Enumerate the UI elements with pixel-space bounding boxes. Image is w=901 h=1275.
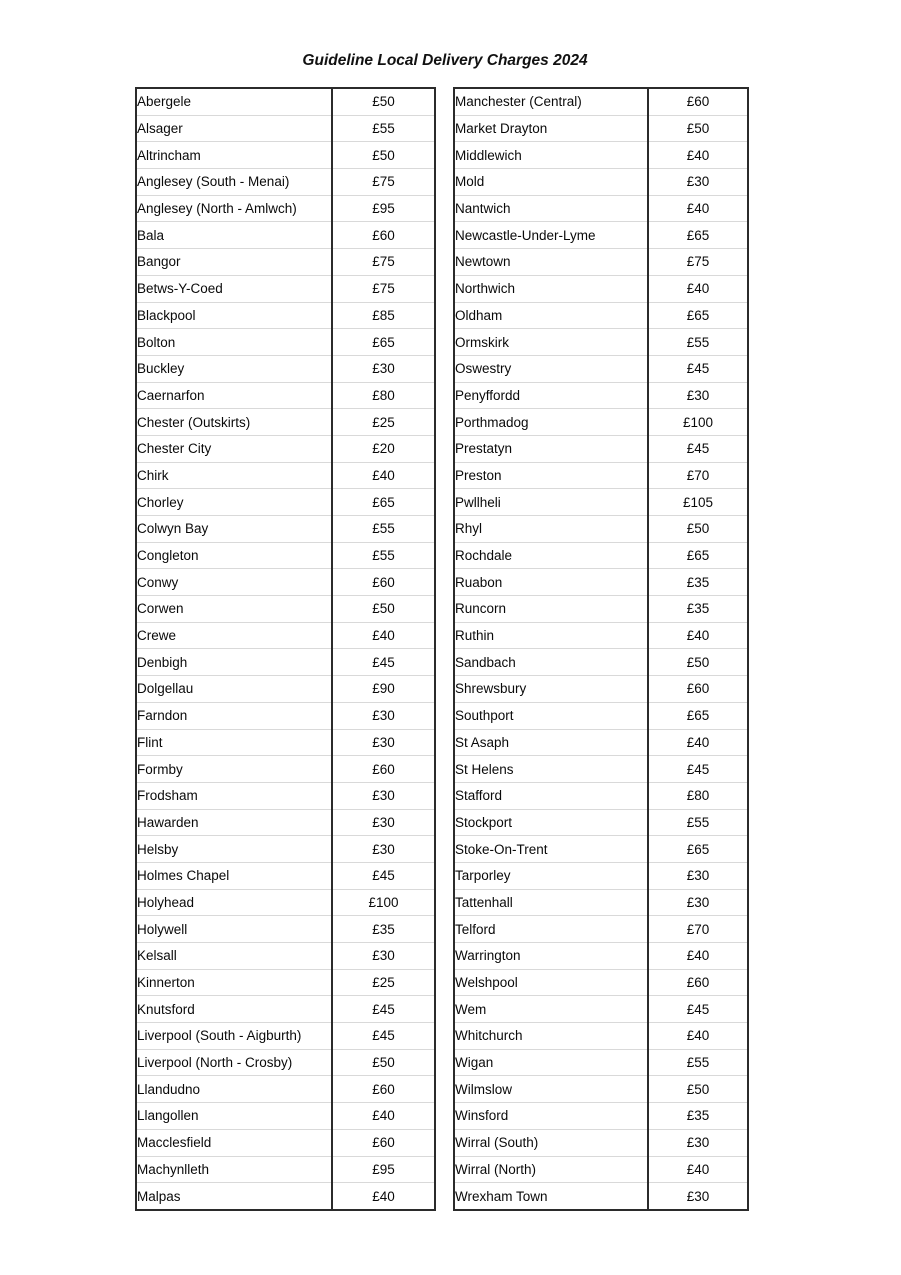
place-cell: Dolgellau <box>136 676 332 703</box>
table-row <box>136 1049 435 1076</box>
table-row <box>136 1129 435 1156</box>
place-cell: Northwich <box>454 275 648 302</box>
place-cell: Chorley <box>136 489 332 516</box>
table-row <box>136 676 435 703</box>
place-cell: Porthmadog <box>454 409 648 436</box>
place-cell: Hawarden <box>136 809 332 836</box>
table-row <box>136 329 435 356</box>
table-row <box>136 169 435 196</box>
place-cell: Bala <box>136 222 332 249</box>
charge-cell: £100 <box>332 889 435 916</box>
table-row <box>454 649 748 676</box>
charge-cell: £30 <box>332 729 435 756</box>
table-row <box>454 676 748 703</box>
place-cell: Tarporley <box>454 862 648 889</box>
place-cell: Formby <box>136 756 332 783</box>
table-row <box>136 489 435 516</box>
charge-cell: £75 <box>332 249 435 276</box>
table-row <box>454 809 748 836</box>
charge-cell: £30 <box>648 169 748 196</box>
table-row <box>454 88 748 115</box>
table-row <box>454 409 748 436</box>
charge-cell: £40 <box>648 275 748 302</box>
charge-cell: £40 <box>648 195 748 222</box>
place-cell: Abergele <box>137 94 192 110</box>
charge-cell: £30 <box>332 782 435 809</box>
table-row <box>136 1023 435 1050</box>
charge-cell: £65 <box>648 302 748 329</box>
place-cell: Macclesfield <box>136 1129 332 1156</box>
table-row <box>454 275 748 302</box>
charge-cell: £45 <box>332 1023 435 1050</box>
place-cell: Rochdale <box>454 542 648 569</box>
table-row <box>136 435 435 462</box>
charge-cell: £85 <box>332 302 435 329</box>
place-cell: Wirral (South) <box>454 1129 648 1156</box>
table-row <box>136 516 435 543</box>
place-cell: St Asaph <box>454 729 648 756</box>
table-row <box>136 729 435 756</box>
table-row <box>136 569 435 596</box>
place-cell: Buckley <box>136 355 332 382</box>
charge-cell: £25 <box>332 409 435 436</box>
place-cell: Holmes Chapel <box>136 862 332 889</box>
place-cell: Wirral (North) <box>454 1156 648 1183</box>
charge-cell: £75 <box>332 169 435 196</box>
place-cell: Knutsford <box>136 996 332 1023</box>
place-cell: Conwy <box>136 569 332 596</box>
tables-container <box>135 87 749 1211</box>
charge-cell: £45 <box>648 756 748 783</box>
table-row <box>136 142 435 169</box>
charge-cell: £45 <box>332 862 435 889</box>
place-cell: Colwyn Bay <box>136 516 332 543</box>
table-row <box>454 1183 748 1210</box>
table-row <box>136 809 435 836</box>
place-cell: Machynlleth <box>136 1156 332 1183</box>
charge-cell: £60 <box>332 569 435 596</box>
place-cell: Preston <box>454 462 648 489</box>
charge-cell: £50 <box>332 596 435 623</box>
table-row <box>454 969 748 996</box>
place-cell: Malpas <box>136 1183 332 1210</box>
charge-cell: £50 <box>648 115 748 142</box>
charge-cell: £95 <box>332 195 435 222</box>
table-row <box>136 88 435 115</box>
charge-cell: £80 <box>332 382 435 409</box>
place-cell: Ruabon <box>454 569 648 596</box>
table-row <box>454 1156 748 1183</box>
place-cell: Wem <box>454 996 648 1023</box>
table-row <box>454 569 748 596</box>
place-cell: Farndon <box>136 702 332 729</box>
charge-cell: £50 <box>648 649 748 676</box>
place-cell: Corwen <box>136 596 332 623</box>
table-row <box>136 195 435 222</box>
charge-cell: £60 <box>332 756 435 783</box>
place-cell: Bangor <box>136 249 332 276</box>
place-cell: Warrington <box>454 943 648 970</box>
table-row <box>454 329 748 356</box>
table-row <box>136 996 435 1023</box>
table-row <box>136 542 435 569</box>
table-row <box>454 1129 748 1156</box>
charge-cell: £75 <box>332 275 435 302</box>
place-cell: Mold <box>454 169 648 196</box>
place-cell: Llandudno <box>136 1076 332 1103</box>
place-cell: Chester City <box>136 435 332 462</box>
place-cell: Ruthin <box>454 622 648 649</box>
charge-cell: £45 <box>648 355 748 382</box>
place-cell: Pwllheli <box>454 489 648 516</box>
charge-cell: £50 <box>648 1076 748 1103</box>
place-cell: Congleton <box>136 542 332 569</box>
table-row <box>454 596 748 623</box>
table-row <box>454 249 748 276</box>
place-cell: Southport <box>454 702 648 729</box>
charge-cell: £50 <box>332 88 435 115</box>
charge-cell: £30 <box>648 862 748 889</box>
table-row <box>136 596 435 623</box>
table-row <box>454 542 748 569</box>
charge-cell: £45 <box>332 649 435 676</box>
place-cell: Helsby <box>136 836 332 863</box>
charge-cell: £65 <box>648 702 748 729</box>
place-cell: Tattenhall <box>454 889 648 916</box>
table-row <box>454 862 748 889</box>
charge-cell: £50 <box>648 516 748 543</box>
table-row <box>136 862 435 889</box>
charge-cell: £90 <box>332 676 435 703</box>
charge-cell: £35 <box>332 916 435 943</box>
charge-cell: £60 <box>332 222 435 249</box>
place-cell: Bolton <box>136 329 332 356</box>
place-cell: Welshpool <box>454 969 648 996</box>
table-body-left <box>136 88 435 1210</box>
place-cell: Alsager <box>136 115 332 142</box>
table-row <box>136 1156 435 1183</box>
table-row <box>454 142 748 169</box>
place-cell: Wilmslow <box>454 1076 648 1103</box>
charge-cell: £30 <box>648 1183 748 1210</box>
place-cell: Telford <box>454 916 648 943</box>
table-row <box>136 249 435 276</box>
place-cell: Anglesey (North - Amlwch) <box>136 195 332 222</box>
charge-cell: £55 <box>648 1049 748 1076</box>
table-row <box>136 462 435 489</box>
charge-cell: £60 <box>332 1076 435 1103</box>
table-row <box>454 462 748 489</box>
table-row <box>454 729 748 756</box>
place-cell: Nantwich <box>454 195 648 222</box>
place-cell: Kelsall <box>136 943 332 970</box>
place-cell: Caernarfon <box>136 382 332 409</box>
charge-cell: £35 <box>648 1103 748 1130</box>
place-cell: Chester (Outskirts) <box>136 409 332 436</box>
table-row <box>136 649 435 676</box>
charge-cell: £55 <box>332 516 435 543</box>
charge-cell: £65 <box>332 329 435 356</box>
charge-cell: £105 <box>648 489 748 516</box>
table-row <box>454 115 748 142</box>
table-row <box>136 969 435 996</box>
table-row <box>136 622 435 649</box>
table-row <box>136 916 435 943</box>
place-cell: Kinnerton <box>136 969 332 996</box>
table-row <box>454 782 748 809</box>
page-title: Guideline Local Delivery Charges 2024 <box>302 52 588 69</box>
charge-cell: £40 <box>648 1023 748 1050</box>
place-cell: Market Drayton <box>454 115 648 142</box>
place-cell: Whitchurch <box>454 1023 648 1050</box>
place-cell: Stafford <box>454 782 648 809</box>
table-row <box>136 302 435 329</box>
charge-cell: £30 <box>648 889 748 916</box>
charge-cell: £30 <box>332 355 435 382</box>
table-row <box>136 889 435 916</box>
charge-cell: £95 <box>332 1156 435 1183</box>
table-row <box>454 435 748 462</box>
place-cell: Oswestry <box>454 355 648 382</box>
charge-cell: £40 <box>648 943 748 970</box>
table-row <box>454 943 748 970</box>
table-row <box>136 756 435 783</box>
charge-cell: £60 <box>648 88 748 115</box>
table-row <box>454 382 748 409</box>
table-row <box>136 115 435 142</box>
charge-cell: £30 <box>332 702 435 729</box>
table-row <box>136 355 435 382</box>
place-cell: Penyffordd <box>454 382 648 409</box>
table-row <box>136 782 435 809</box>
charge-cell: £55 <box>648 329 748 356</box>
table-row <box>454 302 748 329</box>
table-row <box>454 756 748 783</box>
charge-cell: £40 <box>332 462 435 489</box>
table-row <box>136 702 435 729</box>
charge-cell: £70 <box>648 916 748 943</box>
place-cell: Oldham <box>454 302 648 329</box>
charge-cell: £80 <box>648 782 748 809</box>
table-row <box>454 889 748 916</box>
charge-cell: £45 <box>332 996 435 1023</box>
charge-cell: £65 <box>648 836 748 863</box>
charge-cell: £55 <box>648 809 748 836</box>
charge-cell: £55 <box>332 115 435 142</box>
table-row <box>454 702 748 729</box>
charge-cell: £60 <box>648 969 748 996</box>
charge-cell: £40 <box>332 1103 435 1130</box>
table-body-right <box>454 88 748 1210</box>
table-row <box>454 1103 748 1130</box>
charge-cell: £50 <box>332 1049 435 1076</box>
charge-cell: £25 <box>332 969 435 996</box>
table-row <box>136 1183 435 1210</box>
delivery-charges-table-left <box>135 87 436 1211</box>
table-row <box>454 195 748 222</box>
place-cell: Liverpool (South - Aigburth) <box>136 1023 332 1050</box>
place-cell: Newcastle-Under-Lyme <box>454 222 648 249</box>
place-cell: Stockport <box>454 809 648 836</box>
charge-cell: £40 <box>648 729 748 756</box>
place-cell: Llangollen <box>136 1103 332 1130</box>
charge-cell: £40 <box>648 1156 748 1183</box>
table-row <box>136 836 435 863</box>
table-row <box>454 222 748 249</box>
table-row <box>454 622 748 649</box>
charge-cell: £30 <box>648 1129 748 1156</box>
table-row <box>136 382 435 409</box>
charge-cell: £65 <box>648 542 748 569</box>
place-cell: Winsford <box>454 1103 648 1130</box>
table-row <box>136 1103 435 1130</box>
charge-cell: £30 <box>648 382 748 409</box>
table-row <box>454 996 748 1023</box>
table-row <box>454 1049 748 1076</box>
table-row <box>454 489 748 516</box>
charge-cell: £75 <box>648 249 748 276</box>
delivery-charges-table-right <box>453 87 749 1211</box>
place-cell: Holyhead <box>136 889 332 916</box>
place-cell: Newtown <box>454 249 648 276</box>
place-cell: Runcorn <box>454 596 648 623</box>
place-cell: Shrewsbury <box>454 676 648 703</box>
place-cell: Prestatyn <box>454 435 648 462</box>
charge-cell: £40 <box>332 622 435 649</box>
table-row <box>454 1076 748 1103</box>
table-row <box>136 1076 435 1103</box>
charge-cell: £30 <box>332 809 435 836</box>
table-row <box>136 943 435 970</box>
table-row <box>454 516 748 543</box>
place-cell: Anglesey (South - Menai) <box>136 169 332 196</box>
charge-cell: £40 <box>648 622 748 649</box>
place-cell: Middlewich <box>454 142 648 169</box>
place-cell: Denbigh <box>136 649 332 676</box>
table-row <box>454 836 748 863</box>
charge-cell: £55 <box>332 542 435 569</box>
place-cell: Blackpool <box>136 302 332 329</box>
charge-cell: £100 <box>648 409 748 436</box>
charge-cell: £20 <box>332 435 435 462</box>
place-cell: Stoke-On-Trent <box>454 836 648 863</box>
table-row <box>454 1023 748 1050</box>
table-row <box>136 222 435 249</box>
place-cell: Manchester (Central) <box>455 94 582 110</box>
charge-cell: £50 <box>332 142 435 169</box>
charge-cell: £65 <box>332 489 435 516</box>
charge-cell: £30 <box>332 943 435 970</box>
charge-cell: £60 <box>648 676 748 703</box>
place-cell: Flint <box>136 729 332 756</box>
place-cell: Frodsham <box>136 782 332 809</box>
table-row <box>454 916 748 943</box>
charge-cell: £45 <box>648 435 748 462</box>
place-cell: Liverpool (North - Crosby) <box>136 1049 332 1076</box>
place-cell: Holywell <box>136 916 332 943</box>
place-cell: Sandbach <box>454 649 648 676</box>
place-cell: Altrincham <box>136 142 332 169</box>
charge-cell: £35 <box>648 569 748 596</box>
charge-cell: £60 <box>332 1129 435 1156</box>
place-cell: Betws-Y-Coed <box>136 275 332 302</box>
charge-cell: £70 <box>648 462 748 489</box>
table-row <box>136 275 435 302</box>
charge-cell: £35 <box>648 596 748 623</box>
charge-cell: £40 <box>332 1183 435 1210</box>
charge-cell: £45 <box>648 996 748 1023</box>
place-cell: Crewe <box>136 622 332 649</box>
table-row <box>136 409 435 436</box>
charge-cell: £30 <box>332 836 435 863</box>
charge-cell: £40 <box>648 142 748 169</box>
table-row <box>454 355 748 382</box>
place-cell: Wrexham Town <box>454 1183 648 1210</box>
place-cell: St Helens <box>454 756 648 783</box>
place-cell: Rhyl <box>454 516 648 543</box>
table-row <box>454 169 748 196</box>
place-cell: Chirk <box>136 462 332 489</box>
place-cell: Wigan <box>454 1049 648 1076</box>
place-cell: Ormskirk <box>454 329 648 356</box>
charge-cell: £65 <box>648 222 748 249</box>
